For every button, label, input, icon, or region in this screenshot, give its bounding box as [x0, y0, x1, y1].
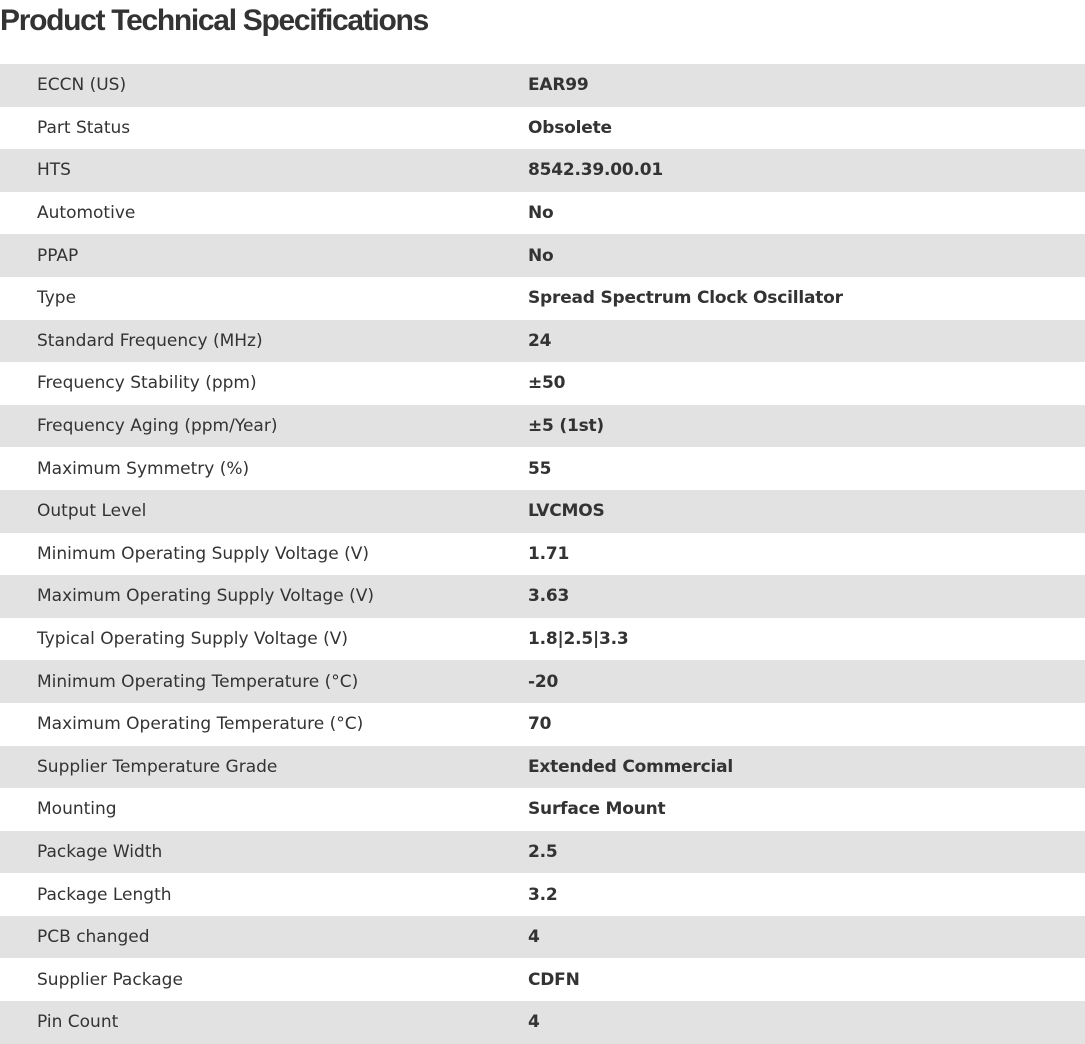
spec-row [0, 362, 1085, 405]
spec-row [0, 64, 1085, 107]
spec-value: 3.63 [528, 586, 570, 607]
spec-row [0, 234, 1085, 277]
spec-name: Frequency Aging (ppm/Year) [37, 416, 278, 437]
spec-name: Package Width [37, 841, 163, 862]
spec-row [0, 958, 1085, 1001]
spec-row [0, 831, 1085, 874]
spec-row [0, 788, 1085, 831]
spec-name: Frequency Stability (ppm) [37, 373, 257, 394]
spec-value: EAR99 [528, 75, 589, 96]
spec-row [0, 320, 1085, 363]
spec-value: 4 [528, 1012, 540, 1033]
spec-name: Automotive [37, 203, 136, 224]
spec-name: Minimum Operating Temperature (°C) [37, 671, 359, 692]
spec-row [0, 277, 1085, 320]
spec-value: Extended Commercial [528, 756, 734, 777]
spec-row [0, 703, 1085, 746]
spec-value: CDFN [528, 969, 580, 990]
spec-name: Maximum Operating Temperature (°C) [37, 714, 364, 735]
spec-value: 4 [528, 927, 540, 948]
spec-name: Supplier Package [37, 969, 183, 990]
spec-name: PCB changed [37, 927, 150, 948]
spec-name: Mounting [37, 799, 117, 820]
spec-row [0, 1001, 1085, 1044]
spec-row [0, 660, 1085, 703]
spec-value: Obsolete [528, 117, 612, 138]
spec-row [0, 873, 1085, 916]
spec-value: No [528, 245, 554, 266]
spec-name: Maximum Symmetry (%) [37, 458, 250, 479]
spec-name: Part Status [37, 117, 131, 138]
spec-name: Minimum Operating Supply Voltage (V) [37, 543, 369, 564]
spec-value: -20 [528, 671, 559, 692]
spec-value: 8542.39.00.01 [528, 160, 664, 181]
spec-value: ±50 [528, 373, 566, 394]
spec-value: Surface Mount [528, 799, 666, 820]
spec-name: Package Length [37, 884, 172, 905]
spec-value: 70 [528, 714, 552, 735]
spec-name: Output Level [37, 501, 147, 522]
spec-row [0, 149, 1085, 192]
spec-name: Supplier Temperature Grade [37, 756, 278, 777]
spec-name: Pin Count [37, 1012, 119, 1033]
spec-table-body [0, 64, 1085, 1044]
spec-value: 2.5 [528, 841, 558, 862]
spec-value: Spread Spectrum Clock Oscillator [528, 288, 843, 309]
spec-row [0, 533, 1085, 576]
spec-value: 1.71 [528, 543, 570, 564]
spec-row [0, 916, 1085, 959]
spec-row [0, 575, 1085, 618]
spec-name: Maximum Operating Supply Voltage (V) [37, 586, 374, 607]
spec-name: ECCN (US) [37, 75, 127, 96]
spec-row [0, 618, 1085, 661]
spec-name: HTS [37, 160, 71, 181]
spec-value: No [528, 203, 554, 224]
page-title: Product Technical Specifications [0, 4, 428, 37]
spec-value: 24 [528, 330, 552, 351]
spec-table [0, 64, 1085, 1044]
spec-value: 3.2 [528, 884, 558, 905]
spec-row [0, 490, 1085, 533]
spec-row [0, 192, 1085, 235]
spec-value: 55 [528, 458, 552, 479]
spec-name: PPAP [37, 245, 79, 266]
spec-row [0, 405, 1085, 448]
spec-row [0, 107, 1085, 150]
spec-row [0, 447, 1085, 490]
spec-value: LVCMOS [528, 501, 605, 522]
spec-name: Type [37, 288, 77, 309]
spec-name: Typical Operating Supply Voltage (V) [37, 629, 348, 650]
spec-row [0, 746, 1085, 789]
spec-value: 1.8|2.5|3.3 [528, 629, 629, 650]
spec-name: Standard Frequency (MHz) [37, 330, 263, 351]
spec-value: ±5 (1st) [528, 416, 605, 437]
